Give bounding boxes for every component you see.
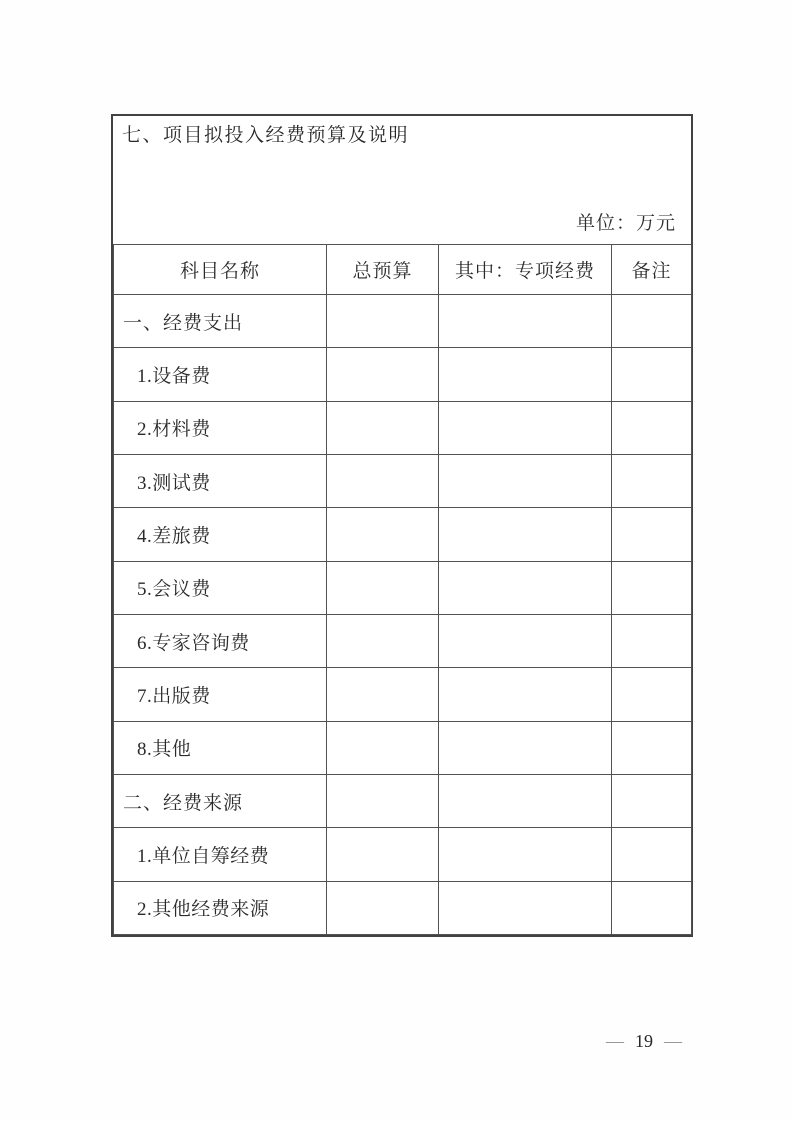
- table-row: [114, 668, 692, 721]
- note-cell: [612, 454, 692, 507]
- total-budget-cell: [327, 774, 439, 827]
- form-title-block: [113, 116, 691, 244]
- total-budget-cell: [327, 508, 439, 561]
- note-cell: [612, 561, 692, 614]
- row-label-cell: 4.差旅费: [114, 508, 327, 561]
- table-row: [114, 721, 692, 774]
- table-row: [114, 614, 692, 667]
- row-label-cell: 6.专家咨询费: [114, 614, 327, 667]
- note-cell: [612, 295, 692, 348]
- table-row: [114, 295, 692, 348]
- total-budget-cell: [327, 348, 439, 401]
- special-funds-cell: [439, 401, 612, 454]
- page-number-dash-left: —: [606, 1030, 624, 1051]
- table-row: [114, 828, 692, 881]
- row-label-cell: 2.其他经费来源: [114, 881, 327, 934]
- header-cell-subject: 科目名称: [114, 245, 327, 295]
- note-cell: [612, 721, 692, 774]
- special-funds-cell: [439, 881, 612, 934]
- budget-form-section: [111, 114, 693, 937]
- total-budget-cell: [327, 721, 439, 774]
- table-row: [114, 774, 692, 827]
- table-row: [114, 348, 692, 401]
- table-header-row: [114, 245, 692, 295]
- special-funds-cell: [439, 561, 612, 614]
- page-number-dash-right: —: [664, 1030, 682, 1051]
- special-funds-cell: [439, 828, 612, 881]
- header-cell-notes: 备注: [612, 245, 692, 295]
- note-cell: [612, 348, 692, 401]
- total-budget-cell: [327, 454, 439, 507]
- total-budget-cell: [327, 668, 439, 721]
- note-cell: [612, 401, 692, 454]
- table-row: [114, 561, 692, 614]
- special-funds-cell: [439, 774, 612, 827]
- table-row: [114, 454, 692, 507]
- row-label-cell: 5.会议费: [114, 561, 327, 614]
- row-label-cell: 一、经费支出: [114, 295, 327, 348]
- special-funds-cell: [439, 614, 612, 667]
- total-budget-cell: [327, 561, 439, 614]
- note-cell: [612, 614, 692, 667]
- total-budget-cell: [327, 401, 439, 454]
- section-title: 七、项目拟投入经费预算及说明: [122, 125, 410, 146]
- page-number: [606, 1028, 682, 1054]
- note-cell: [612, 774, 692, 827]
- total-budget-cell: [327, 828, 439, 881]
- special-funds-cell: [439, 348, 612, 401]
- row-label-cell: 1.设备费: [114, 348, 327, 401]
- special-funds-cell: [439, 295, 612, 348]
- header-cell-total-budget: 总预算: [327, 245, 439, 295]
- note-cell: [612, 508, 692, 561]
- note-cell: [612, 881, 692, 934]
- special-funds-cell: [439, 668, 612, 721]
- row-label-cell: 7.出版费: [114, 668, 327, 721]
- total-budget-cell: [327, 295, 439, 348]
- row-label-cell: 二、经费来源: [114, 774, 327, 827]
- unit-note: 单位：万元: [575, 213, 676, 234]
- row-label-cell: 3.测试费: [114, 454, 327, 507]
- table-row: [114, 401, 692, 454]
- row-label-cell: 2.材料费: [114, 401, 327, 454]
- total-budget-cell: [327, 614, 439, 667]
- page-number-value: 19: [635, 1030, 653, 1051]
- table-row: [114, 881, 692, 934]
- row-label-cell: 1.单位自筹经费: [114, 828, 327, 881]
- row-label-cell: 8.其他: [114, 721, 327, 774]
- note-cell: [612, 828, 692, 881]
- total-budget-cell: [327, 881, 439, 934]
- budget-table: [113, 244, 692, 935]
- header-cell-special-funds: 其中：专项经费: [439, 245, 612, 295]
- table-row: [114, 508, 692, 561]
- special-funds-cell: [439, 454, 612, 507]
- note-cell: [612, 668, 692, 721]
- special-funds-cell: [439, 721, 612, 774]
- special-funds-cell: [439, 508, 612, 561]
